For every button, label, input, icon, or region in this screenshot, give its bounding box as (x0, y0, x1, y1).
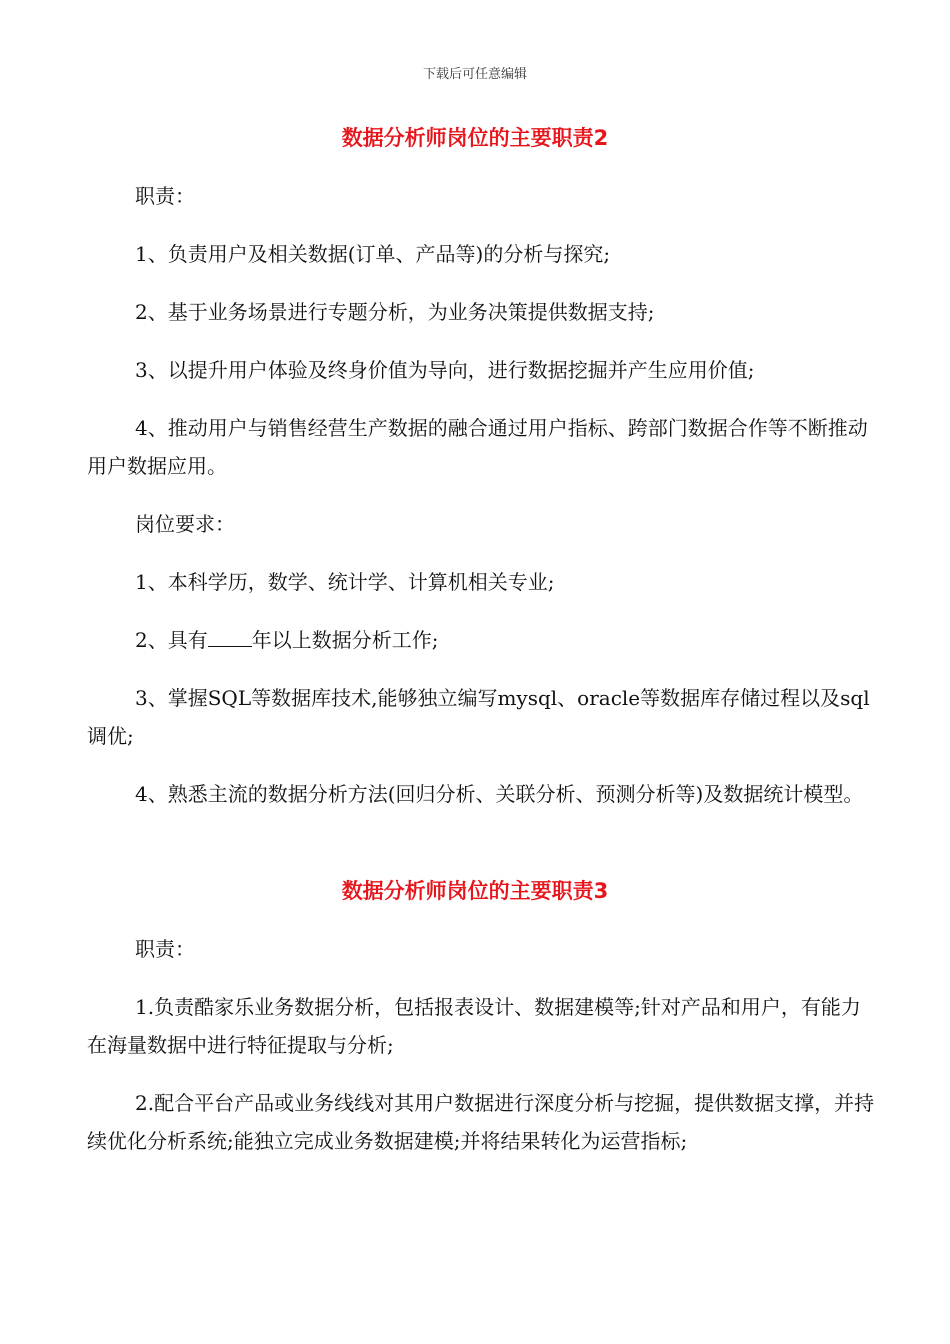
section-2-duty-4: 4、推动用户与销售经营生产数据的融合通过用户指标、跨部门数据合作等不断推动用户数据应用。 (87, 416, 868, 478)
section-2-requirement-1: 1、本科学历，数学、统计学、计算机相关专业; (135, 570, 555, 594)
section-2-requirement-3: 3、掌握SQL等数据库技术,能够独立编写mysql、oracle等数据库存储过程以及sql调优; (87, 686, 870, 748)
section-2-requirements-label: 岗位要求： (135, 512, 235, 536)
section-2-title: 数据分析师岗位的主要职责2 (341, 126, 609, 150)
requirement-2-prefix: 2、具有 (135, 628, 208, 652)
section-3-duty-2: 2.配合平台产品或业务线线对其用户数据进行深度分析与挖掘，提供数据支撑，并持续优化分析系统;能独立完成业务数据建模;并将结果转化为运营指标; (87, 1091, 875, 1153)
section-3-duty-1: 1.负责酷家乐业务数据分析，包括报表设计、数据建模等;针对产品和用户，有能力在海量数据中进行特征提取与分析; (87, 995, 861, 1057)
section-3-title: 数据分析师岗位的主要职责3 (341, 879, 609, 903)
page-header: 下载后可任意编辑 (422, 67, 527, 82)
section-2-duty-1: 1、负责用户及相关数据(订单、产品等)的分析与探究; (135, 242, 611, 266)
section-3-duties-label: 职责： (135, 937, 195, 961)
section-2-duties-label: 职责： (135, 184, 195, 208)
fill-in-blank (208, 628, 252, 647)
section-2-requirement-2 (87, 621, 877, 659)
section-2-duty-2: 2、基于业务场景进行专题分析，为业务决策提供数据支持; (135, 300, 655, 324)
section-2-duty-3: 3、以提升用户体验及终身价值为导向，进行数据挖掘并产生应用价值; (135, 358, 755, 382)
requirement-2-suffix: 年以上数据分析工作; (251, 628, 439, 652)
section-2-requirement-4: 4、熟悉主流的数据分析方法(回归分析、关联分析、预测分析等)及数据统计模型。 (135, 782, 864, 806)
